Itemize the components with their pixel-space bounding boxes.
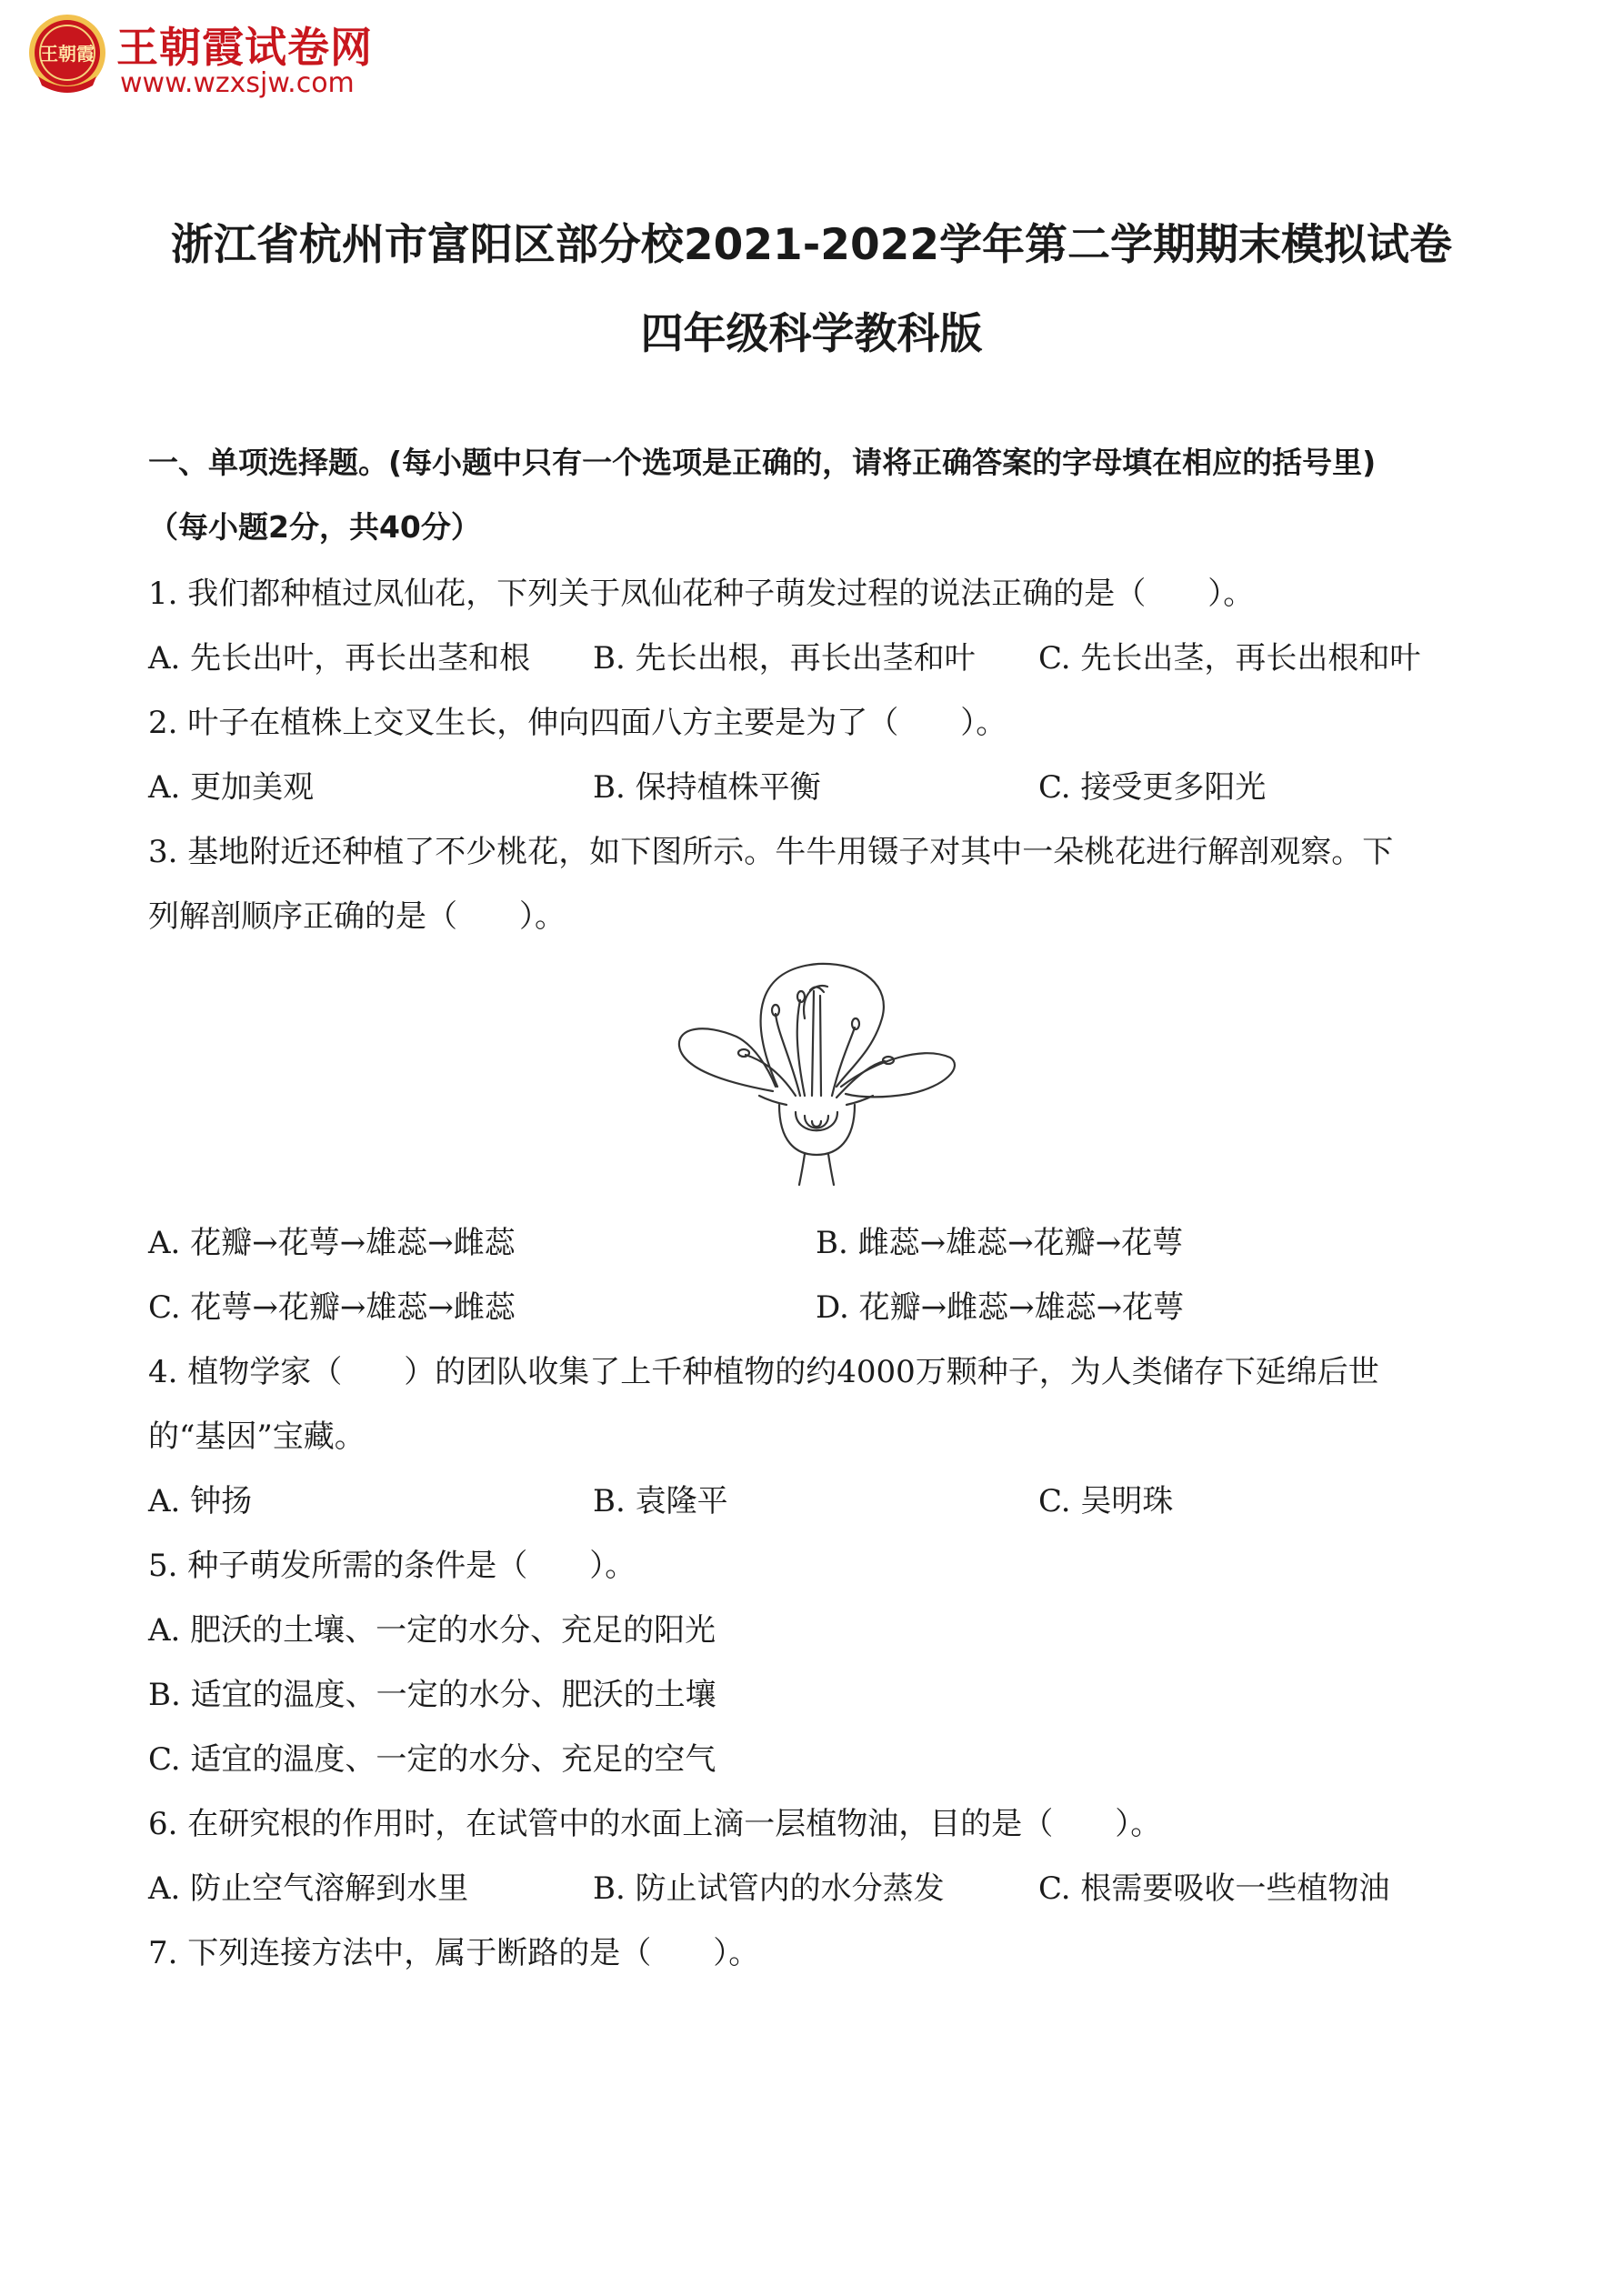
question-5-stem: 5. 种子萌发所需的条件是（ ）。 bbox=[148, 1548, 636, 1584]
question-4-stem-line2: 的“基因”宝藏。 bbox=[148, 1419, 366, 1455]
question-4-option-c: C. 吴明珠 bbox=[1038, 1483, 1174, 1519]
question-3-option-d: D. 花瓣→雌蕊→雄蕊→花萼 bbox=[816, 1289, 1185, 1326]
question-1-option-b: B. 先长出根，再长出茎和叶 bbox=[593, 640, 976, 677]
badge-text: 王朝霞 bbox=[40, 43, 95, 65]
question-2-option-a: A. 更加美观 bbox=[148, 769, 315, 806]
question-6-option-b: B. 防止试管内的水分蒸发 bbox=[593, 1870, 945, 1907]
brand-name: 王朝霞试卷网 bbox=[116, 23, 373, 72]
question-3-option-b: B. 雌蕊→雄蕊→花瓣→花萼 bbox=[816, 1225, 1184, 1261]
question-2-option-c: C. 接受更多阳光 bbox=[1038, 769, 1267, 806]
question-4-stem-line1: 4. 植物学家（ ）的团队收集了上千种植物的约4000万颗种子，为人类储存下延绵后世 bbox=[148, 1354, 1379, 1390]
question-3-stem-line1: 3. 基地附近还种植了不少桃花，如下图所示。牛牛用镊子对其中一朵桃花进行解剖观察。下 bbox=[148, 834, 1394, 870]
question-6-option-c: C. 根需要吸收一些植物油 bbox=[1038, 1870, 1390, 1907]
question-2-option-b: B. 保持植株平衡 bbox=[593, 769, 821, 806]
brand-url[interactable]: www.wzxsjw.com bbox=[120, 67, 355, 99]
section-score-note: （每小题2分，共40分） bbox=[148, 509, 481, 545]
question-4-option-b: B. 袁隆平 bbox=[593, 1483, 728, 1519]
paper-subtitle: 四年级科学教科版 bbox=[640, 309, 983, 359]
paper-title: 浙江省杭州市富阳区部分校2021-2022学年第二学期期末模拟试卷 bbox=[170, 220, 1453, 270]
logo-badge-icon bbox=[25, 13, 109, 96]
question-5-option-a: A. 肥沃的土壤、一定的水分、充足的阳光 bbox=[148, 1612, 716, 1649]
question-2-stem: 2. 叶子在植株上交叉生长，伸向四面八方主要是为了（ ）。 bbox=[148, 705, 1007, 741]
question-6-stem: 6. 在研究根的作用时，在试管中的水面上滴一层植物油，目的是（ ）。 bbox=[148, 1806, 1162, 1842]
question-6-option-a: A. 防止空气溶解到水里 bbox=[148, 1870, 469, 1907]
peach-flower-diagram bbox=[668, 959, 968, 1187]
question-1-option-c: C. 先长出茎，再长出根和叶 bbox=[1038, 640, 1421, 677]
section-heading: 一、单项选择题。(每小题中只有一个选项是正确的，请将正确答案的字母填在相应的括号里) bbox=[148, 445, 1377, 480]
site-logo[interactable] bbox=[25, 13, 407, 104]
question-4-option-a: A. 钟扬 bbox=[148, 1483, 253, 1519]
question-1-option-a: A. 先长出叶，再长出茎和根 bbox=[148, 640, 531, 677]
question-7-stem: 7. 下列连接方法中，属于断路的是（ ）。 bbox=[148, 1935, 760, 1971]
question-5-option-c: C. 适宜的温度、一定的水分、充足的空气 bbox=[148, 1741, 716, 1778]
question-3-stem-line2: 列解剖顺序正确的是（ ）。 bbox=[148, 898, 566, 935]
question-5-option-b: B. 适宜的温度、一定的水分、肥沃的土壤 bbox=[148, 1677, 716, 1713]
question-3-option-c: C. 花萼→花瓣→雄蕊→雌蕊 bbox=[148, 1289, 516, 1326]
question-3-option-a: A. 花瓣→花萼→雄蕊→雌蕊 bbox=[148, 1225, 516, 1261]
question-1-stem: 1. 我们都种植过凤仙花，下列关于凤仙花种子萌发过程的说法正确的是（ ）。 bbox=[148, 576, 1255, 612]
